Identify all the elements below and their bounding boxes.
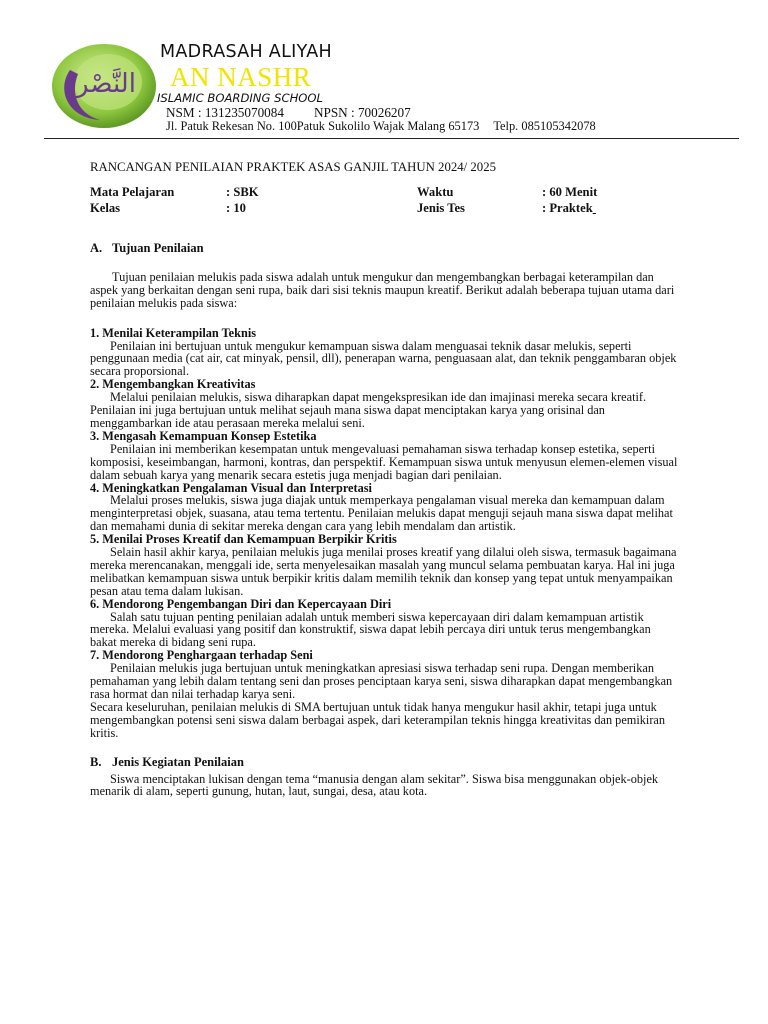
school-address: Jl. Patuk Rekesan No. 100Patuk Sukolilo Wajak Malang 65173 (166, 119, 480, 133)
meta-labels-left (90, 184, 174, 216)
test-type-value (542, 200, 597, 216)
meta-values-left (226, 184, 259, 216)
logo-arabic-text: النَّصْر (76, 69, 136, 99)
meta-values-right (542, 184, 597, 216)
school-label: MADRASAH ALIYAH (160, 42, 332, 62)
nsm-number: NSM : 131235070084 (166, 105, 284, 120)
school-address-line (166, 119, 596, 134)
time-label: Waktu (417, 185, 454, 199)
test-type-label: Jenis Tes (417, 201, 465, 215)
header-divider (44, 138, 739, 139)
document-title: RANCANGAN PENILAIAN PRAKTEK ASAS GANJIL TAHUN 2024/ 2025 (90, 160, 496, 174)
section-a-heading (90, 242, 680, 255)
letterhead (0, 0, 768, 145)
section-a-conclusion: Secara keseluruhan, penilaian melukis di SMA bertujuan untuk tidak hanya mengukur hasil akhir, tetapi juga untuk mengembangkan potensi seni siswa dalam berbagai aspek, dari keterampilan teknis hingga kreativitas dan pemikiran kritis. (90, 699, 666, 740)
meta-labels-right (417, 184, 465, 216)
objectives-list (90, 327, 680, 740)
school-phone: Telp. 085105342078 (493, 119, 596, 133)
objective-heading: 7. Mendorong Penghargaan terhadap Seni (90, 648, 313, 663)
objective-heading: 3. Mengasah Kemampuan Konsep Estetika (90, 428, 317, 443)
objective-heading: 1. Menilai Keterampilan Teknis (90, 325, 257, 340)
objective-body: Selain hasil akhir karya, penilaian melukis juga menilai proses kreatif yang dilalui oleh siswa, termasuk bagaimana mereka merencanakan, menggali ide, serta menyelesaikan masalah yang muncul selama pembuatan karya. Hal ini juga melibatkan kemampuan siswa untuk berpikir kritis dalam memilih teknik dan konsep yang tepat untuk menyampaikan pesan atau tema dalam lukisan. (90, 545, 677, 598)
subject-label: Mata Pelajaran (90, 185, 175, 199)
objective-body: Penilaian melukis juga bertujuan untuk meningkatkan apresiasi siswa terhadap seni rupa. Dengan memberikan pemahaman yang lebih dalam tentang seni dan proses penciptaan karya seni, siswa diharapkan dapat mengembangkan rasa hormat dan nilai terhadap karya seni. (90, 661, 673, 701)
npsn-number: NPSN : 70026207 (313, 105, 411, 120)
objective-body: Melalui penilaian melukis, siswa diharapkan dapat mengekspresikan ide dan imajinasi mereka secara kreatif. Penilaian ini juga bertujuan untuk melihat sejauh mana siswa dapat menciptakan karya yang orisinal dan menggambarkan ide atau perasaan mereka melalui seni. (90, 390, 647, 430)
class-value: : 10 (226, 201, 246, 215)
objective-body: Melalui proses melukis, siswa juga diajak untuk memperkaya pengalaman visual mereka dan kemampuan dalam menginterpretasi objek, suasana, atau tema tertentu. Penilaian melukis dapat menguji sejauh mana siswa dapat melihat dan memahami dunia di sekitar mereka dengan cara yang lebih mendalam dan artistik. (90, 493, 673, 534)
section-b (90, 756, 680, 799)
section-b-title: Jenis Kegiatan Penilaian (112, 754, 244, 769)
school-logo (48, 40, 160, 132)
objective-heading: 6. Mendorong Pengembangan Diri dan Kepercayaan Diri (90, 596, 392, 611)
time-value: : 60 Menit (542, 185, 598, 199)
objective-heading: 5. Menilai Proses Kreatif dan Kemampuan Berpikir Kritis (90, 532, 397, 547)
section-b-body: Siswa menciptakan lukisan dengan tema “manusia dengan alam sekitar”. Siswa bisa menggunakan objek-objek menarik di alam, seperti gunung, hutan, laut, sungai, desa, atau kota. (90, 771, 659, 799)
section-a-intro: Tujuan penilaian melukis pada siswa adalah untuk mengukur dan mengembangkan berbagai keterampilan dan aspek yang berkaitan dengan seni rupa, baik dari sisi teknis maupun kreatif. Berikut adalah beberapa tujuan utama dari penilaian melukis pada siswa: (90, 269, 675, 310)
test-type-text: : Praktek (542, 201, 593, 215)
logo-emblem (48, 40, 160, 132)
class-label: Kelas (90, 201, 121, 215)
school-name: AN NASHR (170, 62, 312, 92)
school-subtitle: ISLAMIC BOARDING SCHOOL (157, 91, 324, 105)
subject-value: : SBK (226, 185, 259, 199)
objective-heading: 2. Mengembangkan Kreativitas (90, 377, 256, 392)
section-a-number: A. (90, 241, 103, 255)
objective-heading: 4. Meningkatkan Pengalaman Visual dan Interpretasi (90, 480, 372, 495)
underline-mark (593, 201, 596, 215)
section-b-heading (90, 756, 680, 769)
objective-body: Salah satu tujuan penting penilaian adalah untuk memberi siswa kepercayaan diri dalam kemampuan artistik mereka. Melalui evaluasi yang positif dan konstruktif, siswa dapat lebih percaya diri untuk terus mengembangkan bakat mereka di bidang seni rupa. (90, 609, 651, 650)
document-body (90, 242, 680, 798)
section-b-number: B. (90, 754, 102, 769)
objective-body: Penilaian ini bertujuan untuk mengukur kemampuan siswa dalam menguasai teknik dasar melukis, seperti penggunaan media (cat air, cat minyak, pensil, dll), penerapan warna, penguasaan alat, dan teknik penggambaran objek secara proporsional. (90, 338, 677, 379)
objective-body: Penilaian ini memberikan kesempatan untuk mengevaluasi pemahaman siswa terhadap konsep estetika, seperti komposisi, keseimbangan, harmoni, kontras, dan perspektif. Kemampuan siswa untuk menyusun elemen-elemen visual dalam sebuah karya yang menarik secara estetis juga menjadi bagian dari penilaian. (90, 441, 678, 482)
section-a-title: Tujuan Penilaian (112, 241, 204, 255)
